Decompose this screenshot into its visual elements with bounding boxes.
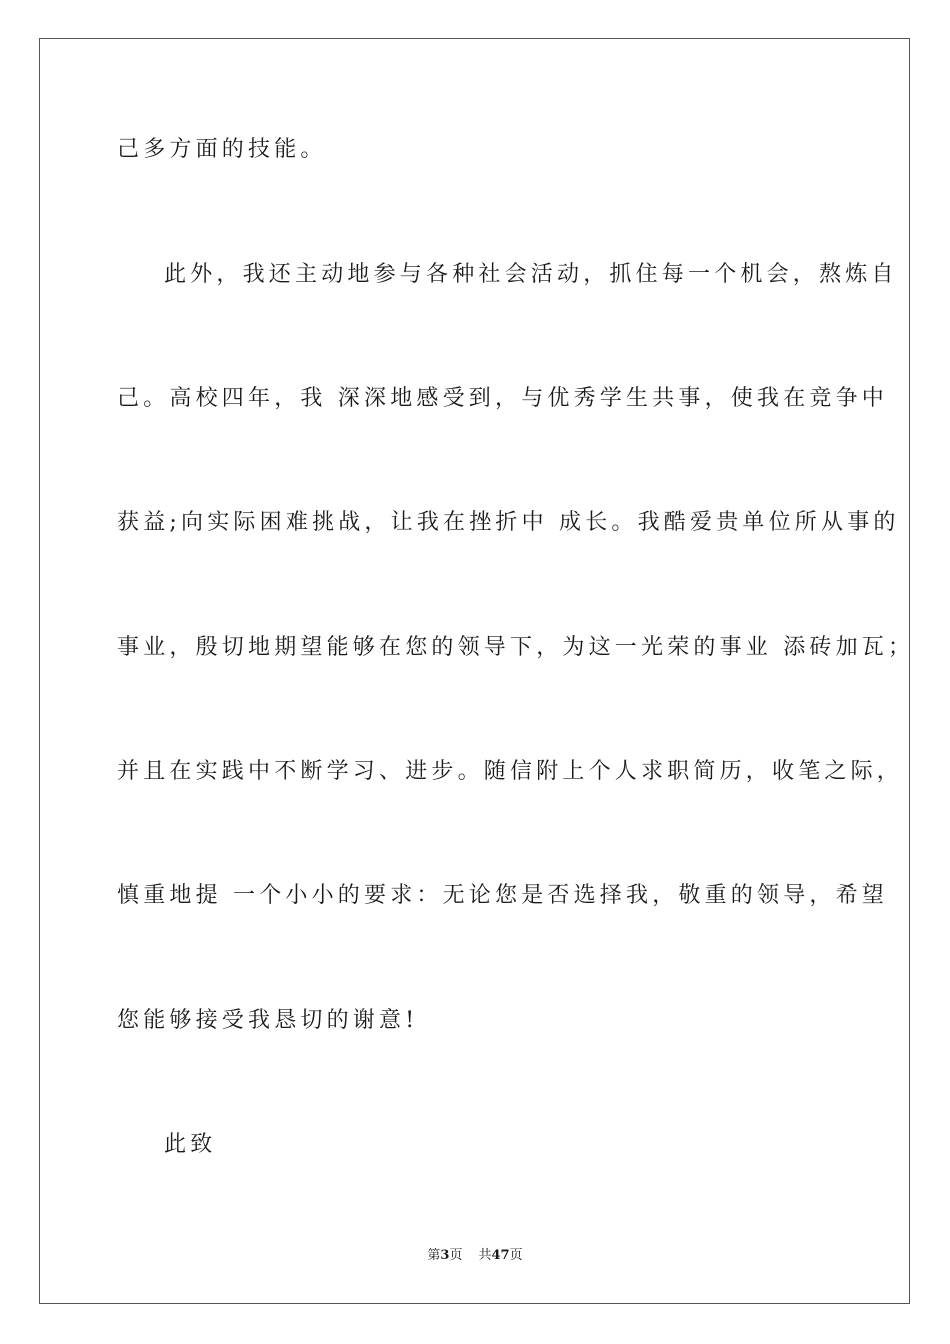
text-line-4: 获益;向实际困难挑战，让我在挫折中 成长。我酷爱贵单位所从事的 [117, 510, 900, 535]
text-line-6: 并且在实践中不断学习、进步。随信附上个人求职简历，收笔之际， [117, 759, 904, 784]
paragraph-start-line: 此外，我还主动地参与各种社会活动，抓住每一个机会，熬炼自 [164, 262, 898, 287]
text-line-5: 事业，殷切地期望能够在您的领导下，为这一光荣的事业 添砖加瓦； [117, 635, 915, 660]
total-prefix: 共 [478, 1248, 492, 1263]
page-footer [0, 1244, 950, 1263]
page-number: 3 [440, 1248, 450, 1263]
page-prefix: 第 [427, 1248, 441, 1263]
total-pages: 47 [491, 1248, 510, 1263]
page-frame [39, 38, 915, 1304]
text-line-8: 您能够接受我恳切的谢意! [117, 1008, 419, 1033]
total-suffix: 页 [509, 1248, 523, 1263]
page-suffix: 页 [449, 1248, 463, 1263]
closing-salutation: 此致 [164, 1132, 217, 1157]
text-line-1: 己多方面的技能。 [117, 137, 327, 162]
text-line-7: 慎重地提 一个小小的要求：无论您是否选择我，敬重的领导，希望 [117, 883, 888, 908]
text-line-3: 己。高校四年，我 深深地感受到，与优秀学生共事，使我在竞争中 [117, 386, 888, 411]
